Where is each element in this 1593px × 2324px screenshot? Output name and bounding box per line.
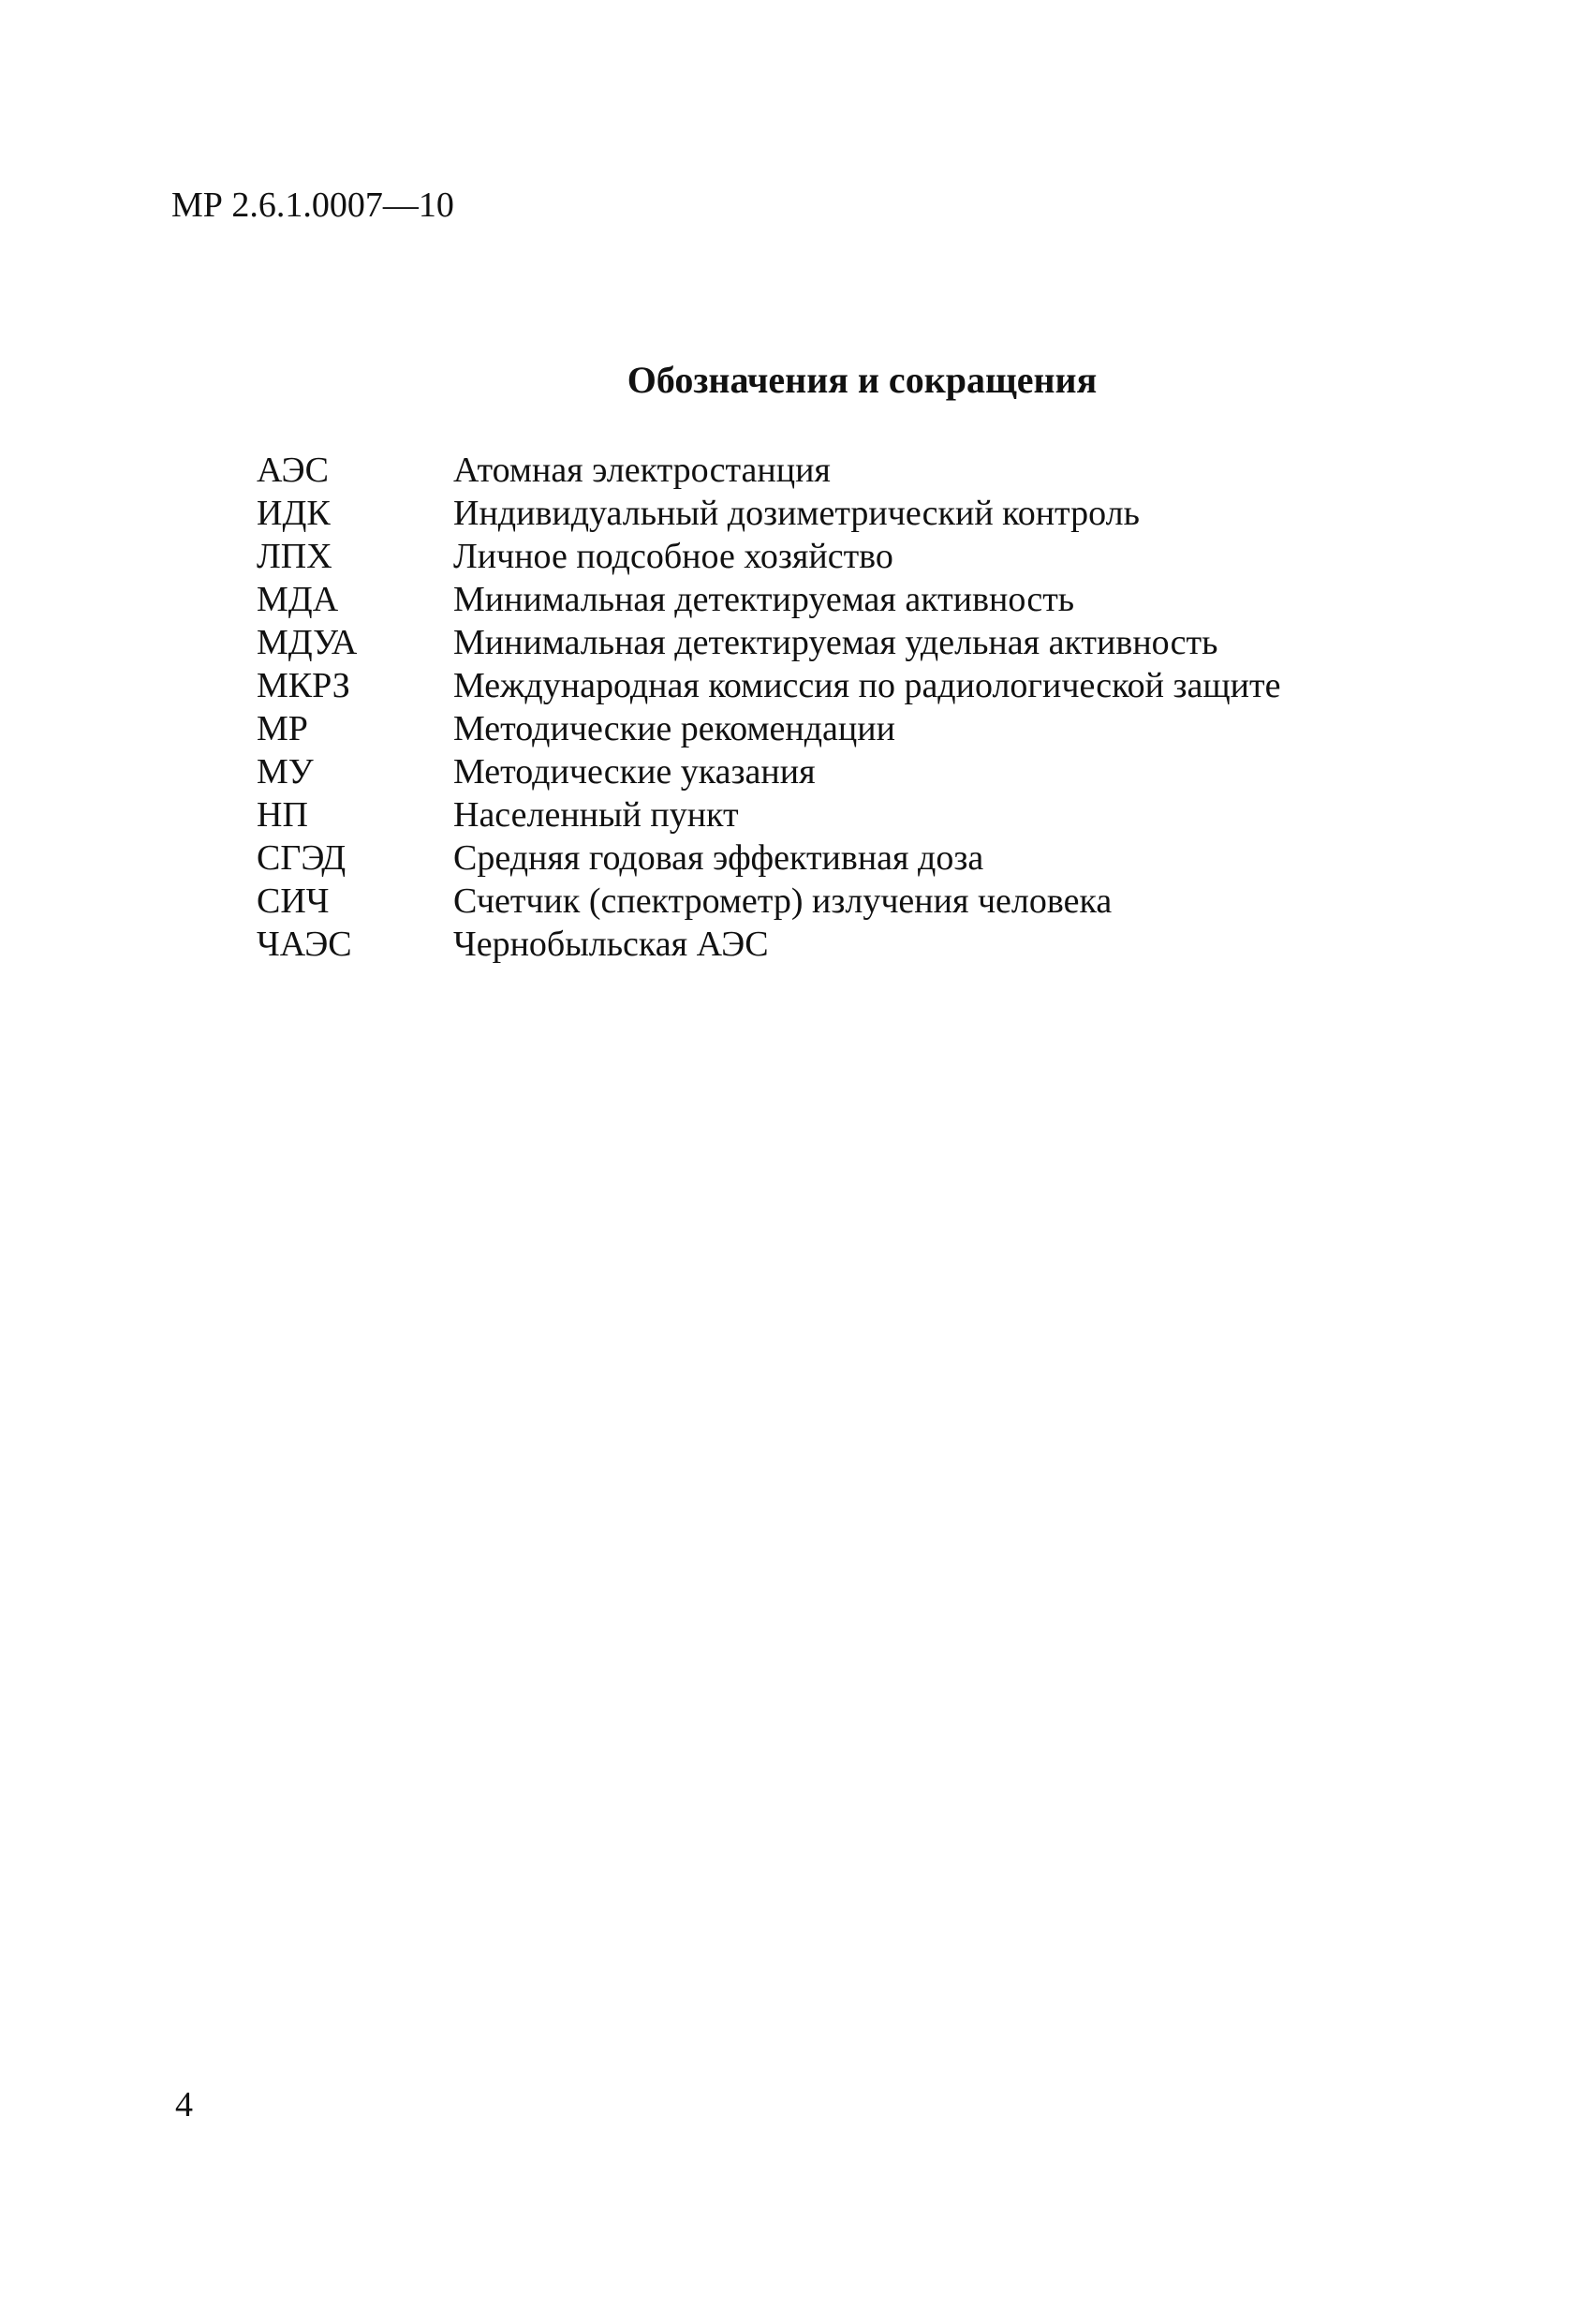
list-item bbox=[257, 535, 1474, 578]
abbreviation-definition: Личное подсобное хозяйство bbox=[453, 537, 893, 576]
abbreviation-definition: Счетчик (спектрометр) излучения человека bbox=[453, 881, 1113, 921]
abbreviation-definition: Чернобыльская АЭС bbox=[453, 925, 769, 964]
abbreviation-term: ЧАЭС bbox=[257, 925, 352, 964]
abbreviation-definition: Средняя годовая эффективная доза bbox=[453, 838, 984, 878]
abbreviation-term: МР bbox=[257, 709, 308, 748]
list-item bbox=[257, 578, 1474, 621]
list-item bbox=[257, 836, 1474, 880]
abbreviation-definition: Минимальная детектируемая удельная активность bbox=[453, 623, 1218, 662]
abbreviation-term: МДУА bbox=[257, 623, 358, 662]
abbreviation-term: ИДК bbox=[257, 494, 331, 533]
list-item bbox=[257, 793, 1474, 836]
list-item bbox=[257, 923, 1474, 966]
abbreviation-definition: Минимальная детектируемая активность bbox=[453, 580, 1075, 619]
abbreviation-term: МКРЗ bbox=[257, 666, 350, 705]
abbreviation-term: АЭС bbox=[257, 451, 329, 490]
list-item bbox=[257, 492, 1474, 535]
abbreviation-definition: Методические рекомендации bbox=[453, 709, 895, 748]
abbreviation-definition: Населенный пункт bbox=[453, 795, 739, 835]
abbreviation-definition: Методические указания bbox=[453, 752, 816, 792]
list-item bbox=[257, 621, 1474, 664]
abbreviation-definition: Атомная электростанция bbox=[453, 451, 831, 490]
page-number: 4 bbox=[175, 2085, 193, 2124]
abbreviation-term: МДА bbox=[257, 580, 339, 619]
abbreviation-definition: Международная комиссия по радиологической защите bbox=[453, 666, 1281, 705]
list-item bbox=[257, 664, 1474, 707]
list-item bbox=[257, 707, 1474, 750]
list-item bbox=[257, 750, 1474, 793]
document-code: МР 2.6.1.0007—10 bbox=[171, 185, 454, 225]
abbreviation-definition: Индивидуальный дозиметрический контроль bbox=[453, 494, 1140, 533]
abbreviation-term: НП bbox=[257, 795, 308, 835]
abbreviation-term: МУ bbox=[257, 752, 314, 792]
list-item bbox=[257, 449, 1474, 492]
abbreviation-term: ЛПХ bbox=[257, 537, 332, 576]
abbreviation-term: СИЧ bbox=[257, 881, 330, 921]
list-item bbox=[257, 880, 1474, 923]
abbreviation-term: СГЭД bbox=[257, 838, 347, 878]
abbreviation-list bbox=[257, 449, 1474, 966]
section-title: Обозначения и сокращения bbox=[627, 359, 1098, 401]
